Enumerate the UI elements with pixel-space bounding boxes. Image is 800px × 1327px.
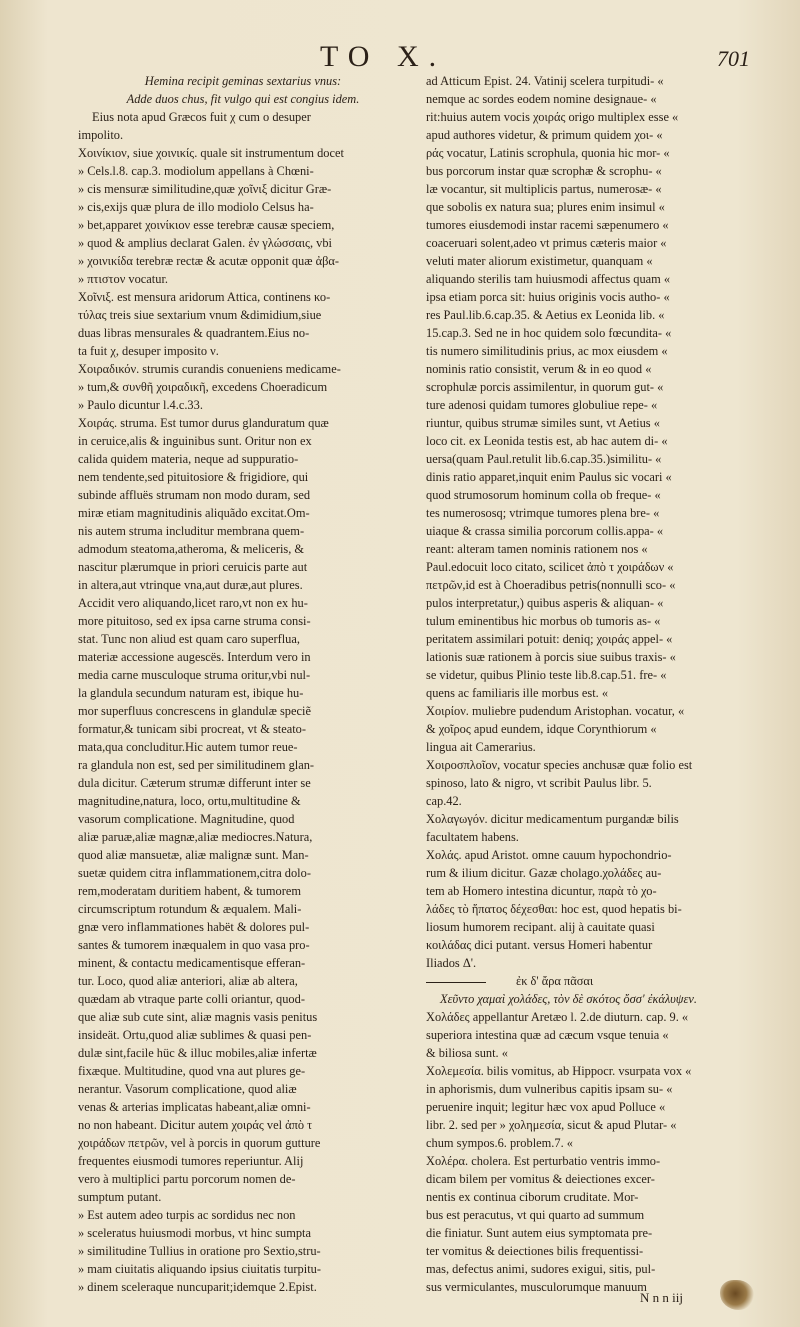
text-line: loco cit. ex Leonida testis est, ab hac autem di- « [426, 434, 668, 448]
text-line: uiaque & crassa similia porcorum collis.appa- « [426, 524, 664, 538]
text-line: mas, defectus animi, sudores exigui, sitis, pul- [426, 1262, 656, 1276]
text-line: spinoso, lato & nigro, vt scribit Paulus libr. 5. [426, 776, 652, 790]
text-line: quod strumosorum hominum colla ob freque- « [426, 488, 661, 502]
text-line: scrophulæ porcis assimilentur, in quorum gut- « [426, 380, 664, 394]
text-line: chum sympos.6. problem.7. « [426, 1136, 573, 1150]
text-line: nem tendente,sed pituitosiore & frigidiore, qui [78, 470, 309, 484]
text-line: insideät. Ortu,quod aliæ sublimes & quasi pen- [78, 1028, 312, 1042]
text-line: nis autem struma includitur membrana quem- [78, 524, 305, 538]
text-line: santes & tumorem inæqualem in quo vasa pro- [78, 938, 310, 952]
text-line: Χεῦντο χαμαὶ χολάδες, τὸν δὲ σκότος ὄσσ' ἐκάλυψεν. [440, 992, 697, 1006]
text-line: cap.42. [426, 794, 462, 808]
text-line: in ceruice,alis & inguinibus sunt. Oritur non ex [78, 434, 312, 448]
text-line: Χολαγωγόν. dicitur medicamentum purgandæ bilis [426, 812, 679, 826]
text-line: duas libras mensurales & quadrantem.Eius no- [78, 326, 310, 340]
text-line: ture adenosi quidam tumores globuliue repe- « [426, 398, 658, 412]
text-line: admodum steatoma,atheroma, & meliceris, & [78, 542, 305, 556]
text-line: vasorum complicatione. Magnitudine, quod [78, 812, 295, 826]
text-line: formatur,& tunicam sibi procreat, vt & steato- [78, 722, 306, 736]
text-line: Accidit vero aliquando,licet raro,vt non ex hu- [78, 596, 308, 610]
text-line: dula dicitur. Cæterum strumæ differunt inter se [78, 776, 311, 790]
text-line: riuntur, quibus strumæ similes sunt, vt Aetius « [426, 416, 660, 430]
text-line: die finiatur. Sunt autem eius symptomata pre- [426, 1226, 653, 1240]
text-line: Adde duos chus, fit vulgo qui est congius idem. [126, 92, 360, 106]
text-line: ράς vocatur, Latinis scrophula, quonia hic mor- « [426, 146, 670, 160]
text-line: tur. Loco, quod aliæ anteriori, aliæ ab altera, [78, 974, 298, 988]
text-line: dinis ratio apparet,inquit enim Paulus sic vocari « [426, 470, 672, 484]
text-line: » Cels.l.8. cap.3. modiolum appellans à Chœni- [78, 164, 314, 178]
text-line: » πτιστον vocatur. [78, 272, 168, 286]
text-line: stat. Tunc non aliud est quam caro superflua, [78, 632, 300, 646]
text-line: venas & arterias implicatas habeant,aliæ omni- [78, 1100, 311, 1114]
text-line: tem ab Homero intestina dicuntur, παρὰ τὸ χο- [426, 884, 657, 898]
text-line: lationis suæ rationem à porcis siue suibus traxis- « [426, 650, 676, 664]
text-line: Χοιραδικόν. strumis curandis conueniens medicame- [78, 362, 341, 376]
left-column [78, 72, 408, 1296]
text-line: reant: alteram tamen nominis rationem nos « [426, 542, 648, 556]
text-line: no non habeant. Dicitur autem χοιράς vel ἀπὸ τ [78, 1118, 313, 1132]
text-line: Χολεμεσία. bilis vomitus, ab Hippocr. vsurpata vox « [426, 1064, 692, 1078]
text-line: » similitudine Tullius in oratione pro Sextio,stru- [78, 1244, 321, 1258]
text-line: rum & ilium dicitur. Gazæ cholago.χολάδες au- [426, 866, 662, 880]
text-line: χοιράδων πετρῶν, vel à porcis in quorum gutture [78, 1136, 321, 1150]
text-line: calida quidem materia, neque ad suppuratio- [78, 452, 299, 466]
text-line: mor superfluus concrescens in glandulæ speciẽ [78, 704, 311, 718]
text-line: nerantur. Vasorum complicatione, quod aliæ [78, 1082, 297, 1096]
text-line: rem,moderatam duritiem habent, & tumorem [78, 884, 301, 898]
text-line: Paul.edocuit loco citato, scilicet ἀπὸ τ χοιράδων « [426, 560, 674, 574]
text-line: coaceruari solent,adeo vt primus cæteris maior « [426, 236, 667, 250]
text-line: Χοιρίον. muliebre pudendum Aristophan. vocatur, « [426, 704, 685, 718]
text-line: Χοῖνιξ. est mensura aridorum Attica, continens κο- [78, 290, 331, 304]
text-line: » tum,& συνθῆ χοιραδικῆ, excedens Choeradicum [78, 380, 328, 394]
text-line: Χολέρα. cholera. Est perturbatio ventris immo- [426, 1154, 661, 1168]
text-line: veluti mater aliorum existimetur, quanquam « [426, 254, 653, 268]
text-line: » χοινικίδα terebræ rectæ & acutæ opponit quæ ἀβα- [78, 254, 340, 268]
page-number: 701 [717, 46, 750, 71]
text-line: que aliæ sub cute sint, aliæ magnis vasis penitus [78, 1010, 318, 1024]
text-line: nominis ratio consistit, verum & in eo quod « [426, 362, 652, 376]
text-line: ad Atticum Epist. 24. Vatinij scelera turpitudi- « [426, 74, 664, 88]
text-line: πετρῶν,id est à Choeradibus petris(nonnulli sco- « [426, 578, 676, 592]
text-line: fixæque. Multitudine, quod vna aut plures ge- [78, 1064, 306, 1078]
text-line: materiæ accessione augescës. Interdum vero in [78, 650, 311, 664]
text-line: la glandula secundum naturam est, ibique hu- [78, 686, 304, 700]
text-line: minent, & contactu medicamentisque efferan- [78, 956, 306, 970]
text-line: Hemina recipit geminas sextarius vnus: [144, 74, 342, 88]
text-line: impolito. [78, 128, 124, 142]
text-line: in altera,aut vtrinque vna,aut duræ,aut plures. [78, 578, 303, 592]
text-line: ipsa etiam porca sit: huius originis vocis autho- « [426, 290, 670, 304]
text-line: sumptum putant. [78, 1190, 162, 1204]
text-line: λάδες τὸ ἥπατος δέχεσθαι: hoc est, quod hepatis bi- [426, 902, 682, 916]
text-line: κοιλάδας dici putant. versus Homeri habentur [426, 938, 653, 952]
text-line: τύλας treis siue sextarium vnum &dimidium,siue [78, 308, 322, 322]
text-line: nemque ac sordes eodem nomine designaue- « [426, 92, 657, 106]
text-line: liosum humorem recipant. alij à cauitate quasi [426, 920, 655, 934]
text-line: gnæ vero inflammationes habët & dolores pul- [78, 920, 310, 934]
text-line: more pituitoso, sed ex ipsa carne struma consi- [78, 614, 311, 628]
text-line: Eius nota apud Græcos fuit χ cum o desuper [92, 110, 311, 124]
text-line: » sceleratus huiusmodi morbus, vt hinc sumpta [78, 1226, 311, 1240]
text-line: » Paulo dicuntur l.4.c.33. [78, 398, 203, 412]
text-line: & biliosa sunt. « [426, 1046, 508, 1060]
text-line: suetæ quidem citra inflammationem,citra dolo- [78, 866, 311, 880]
text-line: Χοινίκιον, siue χοινικίς. quale sit instrumentum docet [78, 146, 344, 160]
text-line: vero à multiplici partu porcorum nomen de- [78, 1172, 296, 1186]
text-line: se videtur, quibus Plinio teste lib.8.cap.51. fre- « [426, 668, 667, 682]
text-line: que sobolis ex natura sua; plures enim insimul « [426, 200, 665, 214]
text-line: Χοιράς. struma. Est tumor durus glanduratum quæ [78, 416, 329, 430]
text-line: uersa(quam Paul.retulit lib.6.cap.35.)similitu- « [426, 452, 662, 466]
text-line: ra glandula non est, sed per similitudinem glan- [78, 758, 315, 772]
text-line: miræ etiam magnitudinis aliquãdo excitat.Om- [78, 506, 310, 520]
text-line: pulos interpretatur,) quibus asperis & aliquan- « [426, 596, 664, 610]
text-line: subinde affluës strumam non modo duram, sed [78, 488, 311, 502]
text-line: nentis ex continua ciborum cruditate. Mor- [426, 1190, 639, 1204]
text-line: peruenire inquit; legitur hæc vox apud Polluce « [426, 1100, 666, 1114]
text-line: 15.cap.3. Sed ne in hoc quidem solo fœcundita- « [426, 326, 672, 340]
text-line: ta fuit χ, desuper imposito ν. [78, 344, 219, 358]
text-line: Χολάς. apud Aristot. omne cauum hypochondrio- [426, 848, 672, 862]
text-line: tumores eiusdemodi instar racemi sæpenumero « [426, 218, 669, 232]
text-line: superiora intestina quæ ad cæcum vsque tenuia « [426, 1028, 669, 1042]
text-line: » bet,apparet χοινίκιον esse terebræ causæ speciem, [78, 218, 335, 232]
text-line: magnitudine,natura, loco, ortu,multitudine & [78, 794, 301, 808]
text-line: » cis mensuræ similitudine,quæ χοῖνιξ dicitur Græ- [78, 182, 332, 196]
text-line: circumscriptum rotundum & æqualem. Mali- [78, 902, 302, 916]
text-line [426, 972, 782, 990]
text-line: » dinem sceleraque nuncuparit;idemque 2.Epist. [78, 1280, 317, 1294]
text-line: lingua ait Camerarius. [426, 740, 536, 754]
text-line: læ vocantur, sit multiplicis partus, numerosæ- « [426, 182, 662, 196]
text-line: aliæ paruæ,aliæ magnæ,aliæ mediocres.Natura, [78, 830, 313, 844]
text-line: quædam ab vtraque parte colli oriantur, quod- [78, 992, 305, 1006]
running-head: TO X. [320, 40, 447, 73]
text-line: res Paul.lib.6.cap.35. & Aetius ex Leonida lib. « [426, 308, 665, 322]
text-line: aliquando sterilis tam huiusmodi affectus quam « [426, 272, 671, 286]
text-line: dicam bilem per vomitus & deiectiones excer- [426, 1172, 655, 1186]
text-line: » mam ciuitatis aliquando ipsius ciuitatis turpitu- [78, 1262, 321, 1276]
text-line: & χοῖρος apud eundem, idque Corynthiorum « [426, 722, 657, 736]
text-line: quod aliæ mansuetæ, aliæ malignæ sunt. Man- [78, 848, 309, 862]
text-line: tes numerososq; vtrimque tumores plena bre- « [426, 506, 660, 520]
text-line: » Est autem adeo turpis ac sordidus nec non [78, 1208, 296, 1222]
text-line: quens ac familiaris ille morbus est. « [426, 686, 609, 700]
text-line: facultatem habens. [426, 830, 519, 844]
text-line: mata,qua concluditur.Hic autem tumor reue- [78, 740, 298, 754]
quote-rule [426, 982, 486, 983]
text-line: » quod & amplius declarat Galen. ἐν γλώσσαις, vbi [78, 236, 332, 250]
text-line: bus est peracutus, vt qui quarto ad summum [426, 1208, 645, 1222]
right-column [426, 72, 782, 1296]
quote-text: ἐκ δ' ἄρα πᾶσαι [516, 974, 594, 988]
text-line: sus vermiculantes, musculorumque manuum [426, 1280, 647, 1294]
text-line: rit:huius autem vocis χοιράς origo multiplex esse « [426, 110, 679, 124]
text-line: nascitur plærumque in priori ceruicis parte aut [78, 560, 308, 574]
text-line: frequentes eiusmodi tumores reperiuntur. Alij [78, 1154, 304, 1168]
text-line: ter vomitus & deiectiones bilis frequentissi- [426, 1244, 644, 1258]
text-line: peritatem assimilari potuit: deniq; χοιράς appel- « [426, 632, 673, 646]
text-line: Iliados Δ'. [426, 956, 477, 970]
text-line: Χοιροσπλοῖον, vocatur species anchusæ quæ folio est [426, 758, 693, 772]
text-line: media carne musculoque struma oritur,vbi nul- [78, 668, 311, 682]
text-line: tulum eminentibus hic morbus ob tumoris as- « [426, 614, 661, 628]
page-wear-spot [720, 1280, 754, 1310]
text-line: » cis,exijs quæ plura de illo modiolo Celsus ha- [78, 200, 314, 214]
signature-mark: N n n iij [640, 1290, 683, 1305]
text-line: bus porcorum instar quæ scrophæ & scrophu- « [426, 164, 662, 178]
text-line: dulæ sint,facile hüc & illuc mobiles,aliæ infertæ [78, 1046, 317, 1060]
text-line: apud authores videtur, & primum quidem χοι- « [426, 128, 663, 142]
text-line: libr. 2. sed per » χολημεσία, sicut & apud Plutar- « [426, 1118, 677, 1132]
text-line: tis numero similitudinis prius, ac mox eiusdem « [426, 344, 668, 358]
text-line: Χολάδες appellantur Aretæo l. 2.de diuturn. cap. 9. « [426, 1010, 689, 1024]
text-line: in aphorismis, dum vulneribus capitis ipsam su- « [426, 1082, 673, 1096]
